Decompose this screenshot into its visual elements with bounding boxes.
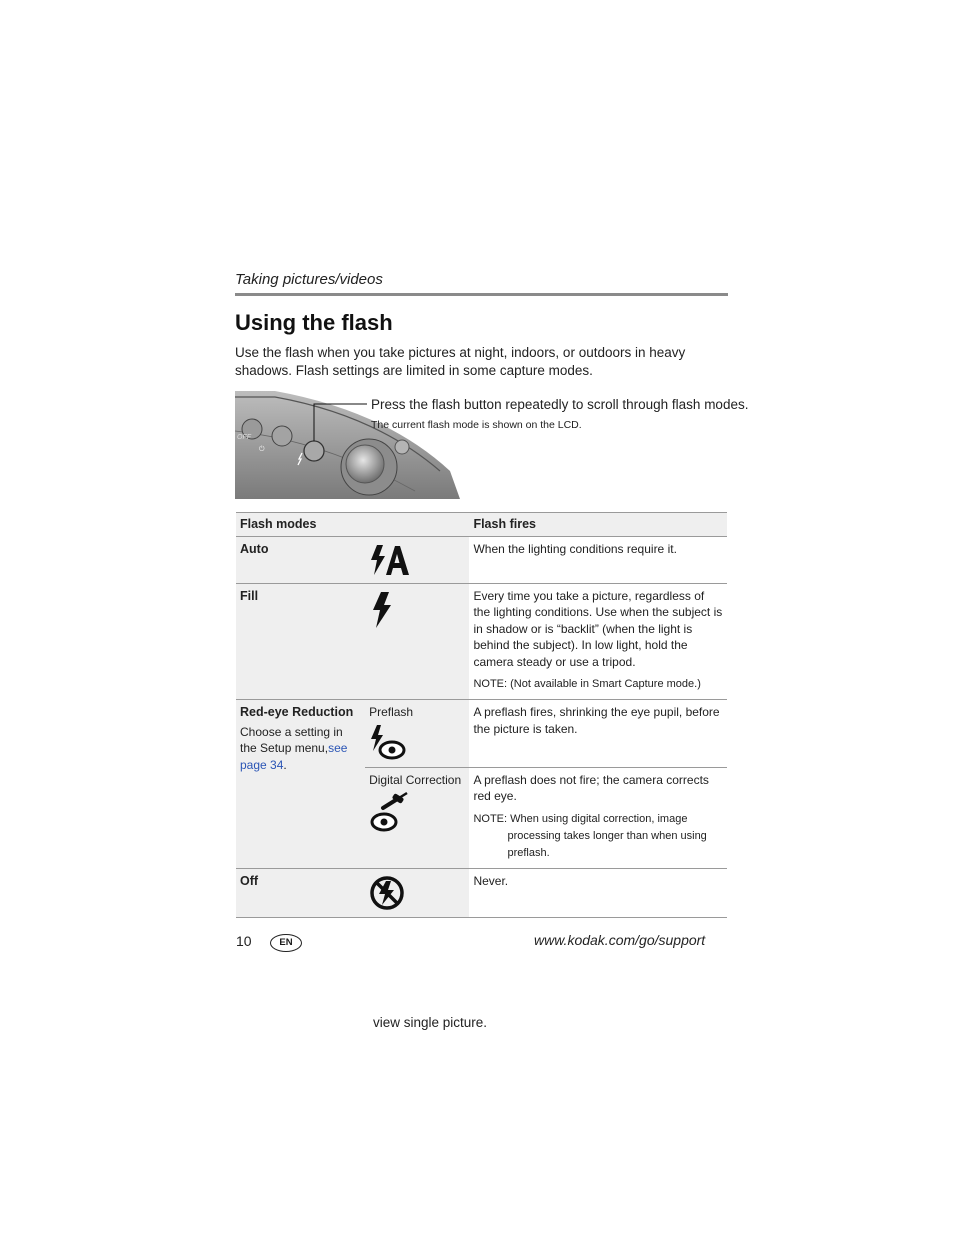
table-row [236,700,727,768]
section-header: Taking pictures/videos [235,271,383,288]
stray-text: view single picture. [373,1015,488,1030]
table-row [236,536,727,583]
language-badge: EN [270,934,302,952]
note-digital-correction: NOTE: When using digital correction, image processing takes longer than when using preflash. [473,812,707,859]
redeye-setup-text: Choose a setting in the Setup menu, [240,724,343,755]
mode-fill [236,583,365,700]
mode-name-auto: Auto [240,541,269,556]
flash-modes-table [236,512,727,918]
desc-fill: Every time you take a picture, regardless of the lighting conditions. Use when the subject is in shadow or is “backlit” (when the light is behind the subject). In low light, hold the camera steady or use a tripod. [473,588,723,669]
header-rule [235,293,728,296]
flash-redeye-preflash-icon [369,723,407,761]
see-page-34-link[interactable]: see page 34 [240,741,348,772]
redeye-digital-correction-icon [369,790,411,834]
svg-text:⏻: ⏻ [259,446,265,453]
flash-auto-icon [369,543,411,577]
mode-name-fill: Fill [240,588,259,603]
mode-name-off: Off [240,873,259,888]
intro-paragraph: Use the flash when you take pictures at night, indoors, or outdoors in heavy shadows. Flash settings are limited in some capture modes. [235,345,686,378]
page-title: Using the flash [235,310,393,335]
redeye-setup-end: . [283,757,287,772]
mode-off [236,868,365,917]
support-url[interactable]: www.kodak.com/go/support [534,932,706,948]
mode-auto [236,536,365,583]
desc-digital-correction: A preflash does not fire; the camera corrects red eye. [473,772,709,803]
desc-preflash: A preflash fires, shrinking the eye pupil, before the picture is taken. [469,700,727,768]
table-row [236,583,727,700]
flash-fill-icon [369,590,397,630]
svg-text:OFF: OFF [237,434,251,441]
flash-off-icon [369,875,405,911]
header-flash-fires: Flash fires [469,513,727,537]
digital-correction-label: Digital Correction [369,772,462,787]
lcd-callout-note: The current flash mode is shown on the LCD. [371,419,582,431]
preflash-label: Preflash [369,705,414,719]
desc-auto: When the lighting conditions require it. [469,536,727,583]
mode-name-redeye: Red-eye Reduction [240,705,354,719]
flash-button-callout: Press the flash button repeatedly to scroll through flash modes. [371,397,749,412]
page-number: 10 [236,933,252,949]
mode-redeye [236,700,365,869]
note-fill: NOTE: (Not available in Smart Capture mode.) [473,678,701,690]
header-flash-modes: Flash modes [236,513,469,537]
desc-off: Never. [469,868,727,917]
table-row [236,868,727,917]
table-header-row [236,513,727,537]
